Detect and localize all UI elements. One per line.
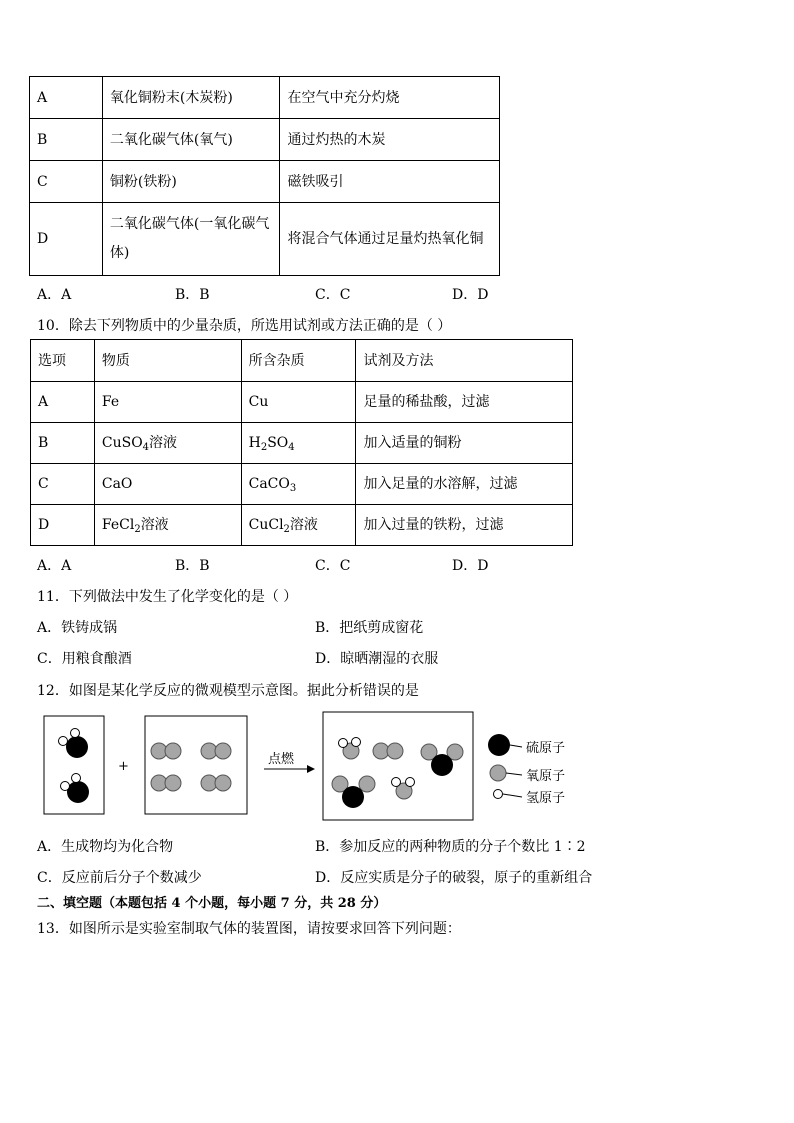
legend-label-oxygen: 氧原子 xyxy=(526,769,566,784)
q10-option-c[interactable]: C．C xyxy=(315,558,351,574)
hydrogen-atom xyxy=(352,738,361,747)
q10-table xyxy=(30,339,573,546)
q10-option-a[interactable]: A．A xyxy=(37,558,72,574)
q12-stem: 12．如图是某化学反应的微观模型示意图。据此分析错误的是 xyxy=(37,683,419,699)
q10-method-cell: 加入足量的水溶解，过滤 xyxy=(356,464,573,505)
q12-option-a[interactable]: A．生成物均为化合物 xyxy=(37,839,174,855)
q9-substance-cell: 二氧化碳气体(氧气) xyxy=(102,119,280,161)
q12-option-d[interactable]: D．反应实质是分子的破裂，原子的重新组合 xyxy=(315,870,593,886)
q10-substance-cell xyxy=(94,423,241,464)
legend-label-hydrogen: 氢原子 xyxy=(526,791,566,806)
q9-substance-cell: 氧化铜粉末(木炭粉) xyxy=(102,77,280,119)
so2-molecule xyxy=(332,776,375,808)
q10-option-cell: C xyxy=(31,464,95,505)
q11-option-d[interactable]: D．晾晒潮湿的衣服 xyxy=(315,651,439,667)
hydrogen-atom xyxy=(71,729,80,738)
plus-sign: + xyxy=(118,759,129,774)
q10-substance-cell: CaO xyxy=(94,464,241,505)
q10-impurity-cell xyxy=(241,423,356,464)
q12-option-b[interactable]: B．参加反应的两种物质的分子个数比 1∶2 xyxy=(315,839,586,855)
q9-method-cell: 将混合气体通过足量灼热氧化铜 xyxy=(280,203,500,276)
table-row xyxy=(30,119,500,161)
q10-method-cell: 加入适量的铜粉 xyxy=(356,423,573,464)
oxygen-atom xyxy=(215,775,231,791)
formula-suffix: 溶液 xyxy=(140,517,169,533)
water-molecule xyxy=(339,738,361,760)
q10-substance-cell: Fe xyxy=(94,382,241,423)
q9-option-c[interactable]: C．C xyxy=(315,287,351,303)
q10-option-cell: B xyxy=(31,423,95,464)
q9-option-cell: B xyxy=(30,119,103,161)
q10-option-d[interactable]: D．D xyxy=(452,558,489,574)
sulfur-atom xyxy=(66,736,88,758)
subscript: 2 xyxy=(283,524,290,535)
legend-sulfur-icon xyxy=(488,734,510,756)
formula-text: H xyxy=(248,435,261,451)
table-header-row xyxy=(31,340,573,382)
hydrogen-atom xyxy=(339,739,348,748)
q10-method-cell: 加入过量的铁粉，过滤 xyxy=(356,505,573,546)
q13-stem: 13．如图所示是实验室制取气体的装置图，请按要求回答下列问题： xyxy=(37,921,461,937)
legend-leader-line xyxy=(503,794,522,797)
q9-option-cell: C xyxy=(30,161,103,203)
q10-options xyxy=(0,555,794,575)
q9-substance-cell: 二氧化碳气体(一氧化碳气体) xyxy=(102,203,280,276)
q10-method-cell: 足量的稀盐酸，过滤 xyxy=(356,382,573,423)
q10-impurity-cell: Cu xyxy=(241,382,356,423)
q11-stem: 11．下列做法中发生了化学变化的是（ ） xyxy=(37,589,298,605)
sulfur-atom xyxy=(342,786,364,808)
q9-method-cell: 在空气中充分灼烧 xyxy=(280,77,500,119)
formula-text: SO xyxy=(267,435,289,451)
table-row xyxy=(30,203,500,276)
legend xyxy=(488,734,565,806)
oxygen-atom xyxy=(359,776,375,792)
hydrogen-atom xyxy=(392,778,401,787)
q11-option-b[interactable]: B．把纸剪成窗花 xyxy=(315,620,424,636)
q9-options xyxy=(0,284,794,304)
q9-substance-cell: 铜粉(铁粉) xyxy=(102,161,280,203)
h2s-molecule xyxy=(59,729,89,759)
arrow-label: 点燃 xyxy=(268,752,295,767)
table-row xyxy=(31,505,573,546)
legend-label-sulfur: 硫原子 xyxy=(526,741,566,756)
table-row xyxy=(31,382,573,423)
hydrogen-atom xyxy=(406,778,415,787)
oxygen-molecule xyxy=(373,743,403,759)
formula-text: CuSO xyxy=(101,435,143,451)
table-row xyxy=(31,423,573,464)
formula-suffix: 溶液 xyxy=(149,435,178,451)
section-heading: 二、填空题（本题包括 4 个小题，每小题 7 分，共 28 分） xyxy=(37,896,387,911)
q10-header-option: 选项 xyxy=(31,340,95,382)
subscript: 4 xyxy=(142,442,150,453)
reaction-diagram xyxy=(40,710,600,825)
q10-header-substance: 物质 xyxy=(94,340,241,382)
formula-suffix: 溶液 xyxy=(289,517,318,533)
legend-leader-line xyxy=(510,745,522,747)
q10-header-impurity: 所含杂质 xyxy=(241,340,356,382)
oxygen-atom xyxy=(387,743,403,759)
sulfur-atom xyxy=(67,781,89,803)
q9-option-cell: A xyxy=(30,77,103,119)
formula-text: CuCl xyxy=(248,517,284,533)
reactant-box-2 xyxy=(145,716,247,814)
q9-method-cell: 通过灼热的木炭 xyxy=(280,119,500,161)
subscript: 2 xyxy=(134,524,141,535)
q9-option-d[interactable]: D．D xyxy=(452,287,489,303)
q10-option-b[interactable]: B．B xyxy=(175,558,210,574)
subscript: 4 xyxy=(288,442,295,453)
q9-method-cell: 磁铁吸引 xyxy=(280,161,500,203)
hydrogen-atom xyxy=(61,782,70,791)
q12-option-c[interactable]: C．反应前后分子个数减少 xyxy=(37,870,202,886)
q10-option-cell: A xyxy=(31,382,95,423)
q10-stem: 10．除去下列物质中的少量杂质，所选用试剂或方法正确的是（ ） xyxy=(37,318,452,334)
oxygen-atom xyxy=(165,743,181,759)
q10-option-cell: D xyxy=(31,505,95,546)
table-row xyxy=(30,77,500,119)
so2-molecule xyxy=(421,744,463,776)
formula-text: FeCl xyxy=(101,517,135,533)
q10-impurity-cell xyxy=(241,464,356,505)
subscript: 2 xyxy=(260,442,268,453)
q11-option-a[interactable]: A．铁铸成锅 xyxy=(37,620,118,636)
q10-impurity-cell xyxy=(241,505,356,546)
oxygen-atom xyxy=(215,743,231,759)
formula-text: CaCO xyxy=(248,476,290,492)
legend-oxygen-icon xyxy=(490,765,506,781)
legend-leader-line xyxy=(506,773,522,775)
table-row xyxy=(31,464,573,505)
subscript: 3 xyxy=(289,483,297,494)
q9-option-b[interactable]: B．B xyxy=(175,287,210,303)
q9-table xyxy=(29,76,500,276)
q11-option-c[interactable]: C．用粮食酿酒 xyxy=(37,651,132,667)
h2s-molecule xyxy=(61,774,90,804)
hydrogen-atom xyxy=(72,774,81,783)
oxygen-atom xyxy=(165,775,181,791)
sulfur-atom xyxy=(431,754,453,776)
q9-option-cell: D xyxy=(30,203,103,276)
water-molecule xyxy=(392,778,415,800)
legend-hydrogen-icon xyxy=(494,790,503,799)
q10-substance-cell xyxy=(94,505,241,546)
hydrogen-atom xyxy=(59,737,68,746)
q9-option-a[interactable]: A．A xyxy=(37,287,72,303)
q10-header-method: 试剂及方法 xyxy=(356,340,573,382)
table-row xyxy=(30,161,500,203)
